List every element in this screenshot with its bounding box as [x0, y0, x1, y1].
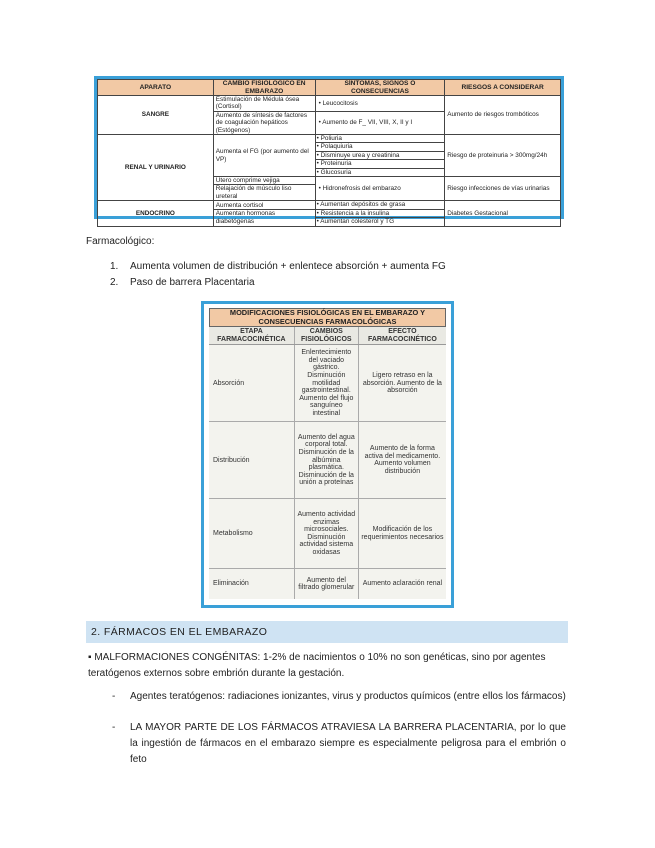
endocrino-cambios: [213, 201, 315, 226]
endocrino-sintomas: [315, 201, 445, 226]
renal-cambio-1: Aumenta el FG (por aumento del VP): [213, 135, 315, 177]
header-efecto: EFECTO FARMACOCINÉTICO: [358, 327, 446, 345]
row-efecto: Aumento de la forma activa del medicamento. Aumento volumen distribución: [358, 422, 446, 499]
bullet-text: Agentes teratógenos: radiaciones ionizantes, virus y productos químicos (entre ellos los fármacos): [130, 691, 566, 702]
row-cambios: Aumento del filtrado glomerular: [294, 569, 358, 599]
row-cambios: Aumento del agua corporal total. Disminución de la albúmina plasmática. Disminución de la unión a proteínas: [294, 422, 358, 499]
pharmacological-changes-table: [209, 327, 446, 599]
renal-sintoma-item: • Polaquiuria: [316, 143, 445, 151]
header-cambio: CAMBIO FISIOLÓGICO EN EMBARAZO: [213, 80, 315, 96]
header-riesgos: RIESGOS A CONSIDERAR: [445, 80, 561, 96]
endocrino-cambio-2: Aumentan hormonas diabetógenas: [215, 210, 276, 225]
row-etapa: Distribución: [209, 422, 294, 499]
row-efecto: Aumento aclaración renal: [358, 569, 446, 599]
sangre-cambio-1: Estimulación de Médula ósea (Cortisol): [213, 96, 315, 112]
aparato-endocrino: ENDOCRINO: [98, 201, 214, 226]
physiological-changes-grid: [97, 79, 561, 227]
sangre-riesgo: Aumento de riesgos trombóticos: [445, 96, 561, 135]
endocrino-cambio-1: Aumenta cortisol: [214, 202, 315, 210]
endocrino-sintoma-item: • Aumentan depósitos de grasa: [316, 201, 445, 209]
row-cambios: Enlentecimiento del vaciado gástrico. Disminución motilidad gastrointestinal. Aumento del flujo sanguíneo intestinal: [294, 345, 358, 422]
section-header: 2. FÁRMACOS EN EL EMBARAZO: [86, 621, 568, 643]
row-etapa: Metabolismo: [209, 499, 294, 569]
sangre-sintoma-1-item: • Leucocitosis: [318, 100, 443, 107]
renal-sintoma-item: • Poliuria: [316, 135, 445, 143]
farmacologico-item-2: [110, 277, 255, 288]
aparato-renal: RENAL Y URINARIO: [98, 135, 214, 201]
sangre-cambio-2: Aumento de síntesis de factores de coagulación hepáticos (Estógenos): [213, 111, 315, 134]
renal-riesgo-2: Riesgo infecciones de vías urinarias: [445, 177, 561, 201]
row-etapa: Eliminación: [209, 569, 294, 599]
table2-title: MODIFICACIONES FISIOLÓGICAS EN EL EMBARAZO Y CONSECUENCIAS FARMACOLÓGICAS: [209, 308, 446, 327]
row-cambios: Aumento actividad enzimas microsociales. Disminución actividad sistema oxidasas: [294, 499, 358, 569]
header-cambios: CAMBIOS FISIOLÓGICOS: [294, 327, 358, 345]
sangre-sintoma-1: [315, 96, 445, 112]
endocrino-sintoma-item: • Aumentan colesterol y TG: [316, 218, 445, 225]
list-text: Paso de barrera Placentaria: [130, 277, 255, 288]
endocrino-riesgo: Diabetes Gestacional: [445, 201, 561, 226]
header-aparato: APARATO: [98, 80, 214, 96]
farmacologico-label: Farmacológico:: [86, 236, 155, 247]
list-number: 1.: [110, 261, 119, 272]
renal-sintoma-item: • Glucosuria: [316, 169, 445, 176]
renal-sintoma-item: • Proteinuria: [316, 160, 445, 168]
row-etapa: Absorción: [209, 345, 294, 422]
bullet-item-2: [112, 720, 566, 768]
aparato-sangre: SANGRE: [98, 96, 214, 135]
endocrino-sintoma-item: • Resistencia a la insulina: [316, 210, 445, 218]
renal-sintoma-2: [315, 177, 445, 201]
list-number: 2.: [110, 277, 119, 288]
dash-bullet: -: [112, 722, 116, 733]
pharmacological-changes-figure: [201, 301, 454, 608]
renal-cambio-3: Relajación de músculo liso ureteral: [215, 185, 292, 200]
renal-cambio-2-3: [213, 177, 315, 201]
renal-cambio-2: Útero comprime vejiga: [214, 177, 315, 185]
sangre-sintoma-2-item: • Aumento de F_ VII, VIII, X, II y I: [318, 119, 443, 126]
renal-sintoma-2-item: • Hidronefrosis del embarazo: [318, 185, 443, 192]
list-text: Aumenta volumen de distribución + enlentece absorción + aumenta FG: [130, 261, 446, 272]
malformaciones-paragraph: ▪ MALFORMACIONES CONGÉNITAS: 1-2% de nacimientos o 10% no son genéticas, sino por agentes teratógenos externos sobre embrión durante la gestación.: [88, 652, 546, 679]
renal-riesgo-1: Riesgo de proteinuria > 300mg/24h: [445, 135, 561, 177]
header-etapa: ETAPA FARMACOCINÉTICA: [209, 327, 294, 345]
renal-sintoma-item: • Disminuye urea y creatinina: [316, 152, 445, 160]
bullet-item-1: [112, 689, 566, 705]
farmacologico-item-1: [110, 261, 446, 272]
header-sintomas: SÍNTOMAS, SIGNOS O CONSECUENCIAS: [315, 80, 445, 96]
row-efecto: Modificación de los requerimientos necesarios: [358, 499, 446, 569]
sangre-sintoma-2: [315, 111, 445, 134]
renal-sintomas-1: [315, 135, 445, 177]
bullet-text: LA MAYOR PARTE DE LOS FÁRMACOS ATRAVIESA LA BARRERA PLACENTARIA, por lo que la ingestión de fármacos en el embarazo siempre es especialmente peligrosa para el embrión o feto: [130, 722, 566, 765]
dash-bullet: -: [112, 691, 116, 702]
physiological-changes-table: [94, 76, 564, 226]
row-efecto: Ligero retraso en la absorción. Aumento de la absorción: [358, 345, 446, 422]
